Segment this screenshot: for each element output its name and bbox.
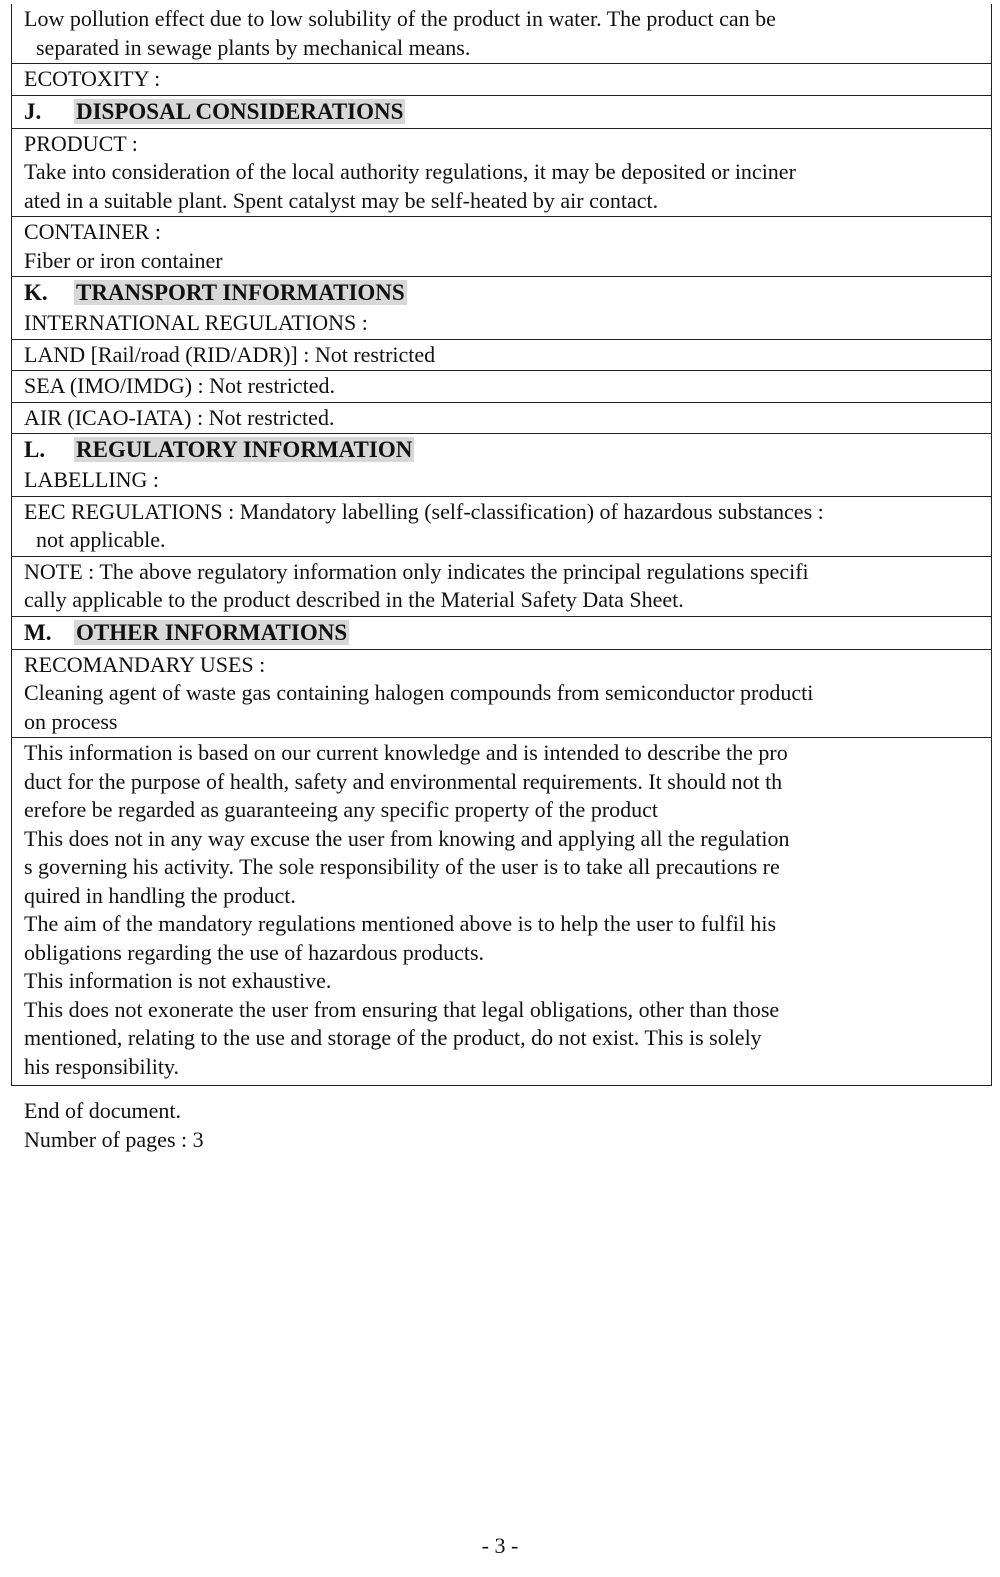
disclaimer-line: mentioned, relating to the use and storage of the product, do not exist. This is solely xyxy=(24,1025,762,1050)
disclaimer-line: duct for the purpose of health, safety and environmental requirements. It should not th xyxy=(24,768,783,794)
transport-air-row xyxy=(12,402,991,434)
disposal-container-row xyxy=(12,216,991,276)
transport-sea-row xyxy=(12,370,991,402)
section-m-header xyxy=(12,616,991,649)
pollution-text-line2: separated in sewage plants by mechanical means. xyxy=(36,34,471,60)
msds-table xyxy=(11,4,992,1086)
disclaimer-line: This information is not exhaustive. xyxy=(24,968,332,993)
disclaimer-line: quired in handling the product. xyxy=(24,882,296,908)
disclaimer-line: This does not exonerate the user from ensuring that legal obligations, other than those xyxy=(24,996,780,1022)
disclaimer-line: s governing his activity. The sole responsibility of the user is to take all precautions re xyxy=(24,854,780,879)
pollution-row xyxy=(12,4,991,63)
transport-land: LAND [Rail/road (RID/ADR)] : Not restricted xyxy=(24,341,436,367)
eec-row xyxy=(12,496,991,556)
note-row xyxy=(12,556,991,616)
section-j-title: DISPOSAL CONSIDERATIONS xyxy=(76,98,404,124)
page-count: Number of pages : 3 xyxy=(24,1127,204,1152)
container-text: Fiber or iron container xyxy=(24,247,223,273)
labelling-label: LABELLING : xyxy=(24,467,160,492)
section-l-letter: L. xyxy=(24,437,46,462)
section-j-letter: J. xyxy=(24,98,42,124)
pollution-text-line1: Low pollution effect due to low solubility of the product in water. The product can be xyxy=(24,6,776,31)
note-text-line1: NOTE : The above regulatory information only indicates the principal regulations specifi xyxy=(24,558,809,584)
section-l-title: REGULATORY INFORMATION xyxy=(76,437,413,462)
intl-regulations-label: INTERNATIONAL REGULATIONS : xyxy=(24,310,368,335)
section-m-title: OTHER INFORMATIONS xyxy=(76,619,348,645)
disclaimer-line: The aim of the mandatory regulations mentioned above is to help the user to fulfil his xyxy=(24,911,777,936)
eec-text-line2: not applicable. xyxy=(36,527,166,552)
disposal-product-row xyxy=(12,128,991,217)
transport-air: AIR (ICAO-IATA) : Not restricted. xyxy=(24,404,335,430)
note-text-line2: cally applicable to the product described in the Material Safety Data Sheet. xyxy=(24,587,684,612)
end-of-document xyxy=(24,1096,204,1154)
disclaimer-line: erefore be regarded as guaranteeing any specific property of the product xyxy=(24,797,659,822)
section-k-title: TRANSPORT INFORMATIONS xyxy=(76,280,405,305)
product-label: PRODUCT : xyxy=(24,130,138,156)
end-text: End of document. xyxy=(24,1098,182,1123)
disclaimer-line: his responsibility. xyxy=(24,1053,180,1079)
eec-text-line1: EEC REGULATIONS : Mandatory labelling (self-classification) of hazardous substances : xyxy=(24,498,824,524)
section-k-letter: K. xyxy=(24,280,48,305)
labelling-row xyxy=(12,466,991,496)
ecotoxity-label: ECOTOXITY : xyxy=(24,66,161,91)
uses-label: RECOMANDARY USES : xyxy=(24,651,266,677)
uses-text-line1: Cleaning agent of waste gas containing halogen compounds from semiconductor producti xyxy=(24,680,814,705)
transport-land-row xyxy=(12,339,991,371)
uses-text-line2: on process xyxy=(24,708,118,734)
disclaimer-row xyxy=(12,737,991,1085)
page-number: - 3 - xyxy=(481,1533,519,1558)
section-m-letter: M. xyxy=(24,619,52,645)
section-l-header xyxy=(12,433,991,466)
intl-regulations-row xyxy=(12,309,991,339)
product-text-line1: Take into consideration of the local authority regulations, it may be deposited or inciner xyxy=(24,159,796,184)
disclaimer-line: This information is based on our current knowledge and is intended to describe the pro xyxy=(24,740,788,765)
section-j-header xyxy=(12,95,991,128)
product-text-line2: ated in a suitable plant. Spent catalyst may be self-heated by air contact. xyxy=(24,187,659,213)
ecotoxity-row xyxy=(12,63,991,95)
container-label: CONTAINER : xyxy=(24,219,161,244)
disclaimer-line: This does not in any way excuse the user from knowing and applying all the regulation xyxy=(24,825,790,851)
section-k-header xyxy=(12,276,991,309)
transport-sea: SEA (IMO/IMDG) : Not restricted. xyxy=(24,373,336,398)
disclaimer-line: obligations regarding the use of hazardous products. xyxy=(24,939,485,965)
uses-row xyxy=(12,649,991,738)
